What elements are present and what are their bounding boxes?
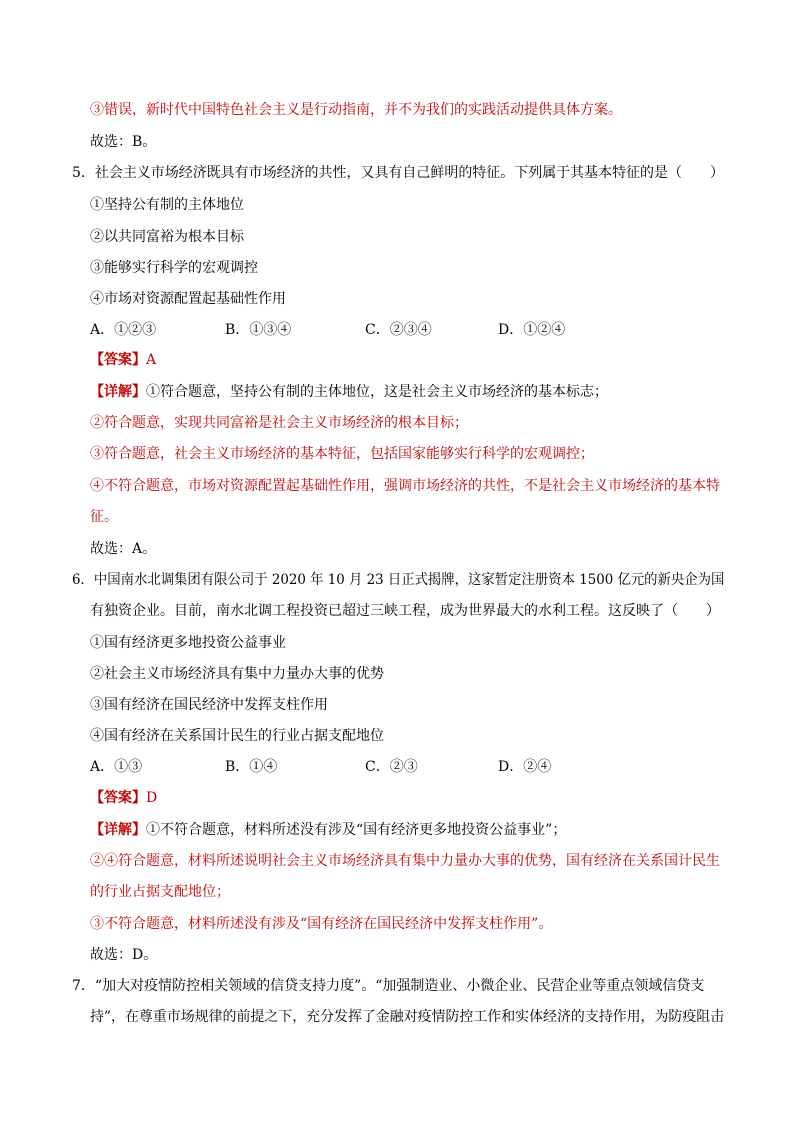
q6-option-b: B．①④ <box>225 759 278 775</box>
q6-option-c: C．②③ <box>365 759 418 775</box>
q5-stem: 5．社会主义市场经济既具有市场经济的共性，又具有自己鲜明的特征。下列属于其基本特征的是（ ） <box>72 165 724 181</box>
q5-option-d: D．①②④ <box>498 322 566 338</box>
q5-option-a: A．①②③ <box>90 322 157 338</box>
q6-detail-2b: 的行业占据支配地位； <box>90 884 230 900</box>
q6-item-3: ③国有经济在国民经济中发挥支柱作用 <box>90 697 328 713</box>
q7-stem-line-2: 持”，在尊重市场规律的前提之下，充分发挥了金融对疫情防控工作和实体经济的支持作用，为防疫阻击 <box>90 1009 725 1025</box>
q6-stem-line-1: 6．中国南水北调集团有限公司于 2020 年 10 月 23 日正式揭牌，这家暂定注册资本 1500 亿元的新央企为国 <box>72 572 725 588</box>
q5-item-4: ④市场对资源配置起基础性作用 <box>90 291 286 307</box>
q6-answer <box>90 788 157 808</box>
q5-answer-label: 【答案】 <box>90 352 146 368</box>
q6-item-1: ①国有经济更多地投资公益事业 <box>90 635 286 651</box>
q5-item-1: ①坚持公有制的主体地位 <box>90 197 244 213</box>
q5-answer <box>90 350 156 370</box>
q6-stem-line-2: 有独资企业。目前，南水北调工程投资已超过三峡工程，成为世界最大的水利工程。这反映了（ ） <box>90 603 720 619</box>
q5-conclusion: 故选：A。 <box>90 541 157 557</box>
q5-item-3: ③能够实行科学的宏观调控 <box>90 260 258 276</box>
q6-detail-3: ③不符合题意，材料所述没有涉及“国有经济在国民经济中发挥支柱作用”。 <box>90 916 553 932</box>
q5-detail-label: 【详解】 <box>90 384 146 400</box>
q6-item-2: ②社会主义市场经济具有集中力量办大事的优势 <box>90 666 384 682</box>
q6-detail-2a: ②④符合题意，材料所述说明社会主义市场经济具有集中力量办大事的优势，国有经济在关系国计民生 <box>90 853 720 869</box>
q5-detail-4b: 征。 <box>90 509 118 525</box>
q5-item-2: ②以共同富裕为根本目标 <box>90 229 244 245</box>
q5-option-c: C．②③④ <box>365 322 432 338</box>
q5-answer-value: A <box>146 352 157 368</box>
q5-detail-1 <box>90 382 608 402</box>
q6-detail-text-1: ①不符合题意，材料所述没有涉及“国有经济更多地投资公益事业”； <box>146 822 567 838</box>
q6-item-4: ④国有经济在关系国计民生的行业占据支配地位 <box>90 728 384 744</box>
prev-explanation-line: ③错误，新时代中国特色社会主义是行动指南，并不为我们的实践活动提供具体方案。 <box>90 102 622 118</box>
q5-detail-4a: ④不符合题意，市场对资源配置起基础性作用，强调市场经济的共性，不是社会主义市场经济的基本特 <box>90 478 720 494</box>
q5-option-b: B．①③④ <box>225 322 292 338</box>
q7-stem-line-1: 7．“加大对疫情防控相关领域的信贷支持力度”。“加强制造业、小微企业、民营企业等重点领域信贷支 <box>72 978 705 994</box>
q6-answer-value: D <box>146 790 158 806</box>
q5-detail-3: ③符合题意，社会主义市场经济的基本特征，包括国家能够实行科学的宏观调控； <box>90 446 594 462</box>
q6-detail-1 <box>90 820 566 840</box>
q6-answer-label: 【答案】 <box>90 790 146 806</box>
q5-detail-text-1: ①符合题意，坚持公有制的主体地位，这是社会主义市场经济的基本标志； <box>146 384 608 400</box>
q6-conclusion: 故选：D。 <box>90 947 158 963</box>
q6-detail-label: 【详解】 <box>90 822 146 838</box>
q6-option-a: A．①③ <box>90 759 143 775</box>
q5-detail-2: ②符合题意，实现共同富裕是社会主义市场经济的根本目标； <box>90 415 468 431</box>
prev-conclusion: 故选：B。 <box>90 134 157 150</box>
q6-option-d: D．②④ <box>498 759 552 775</box>
